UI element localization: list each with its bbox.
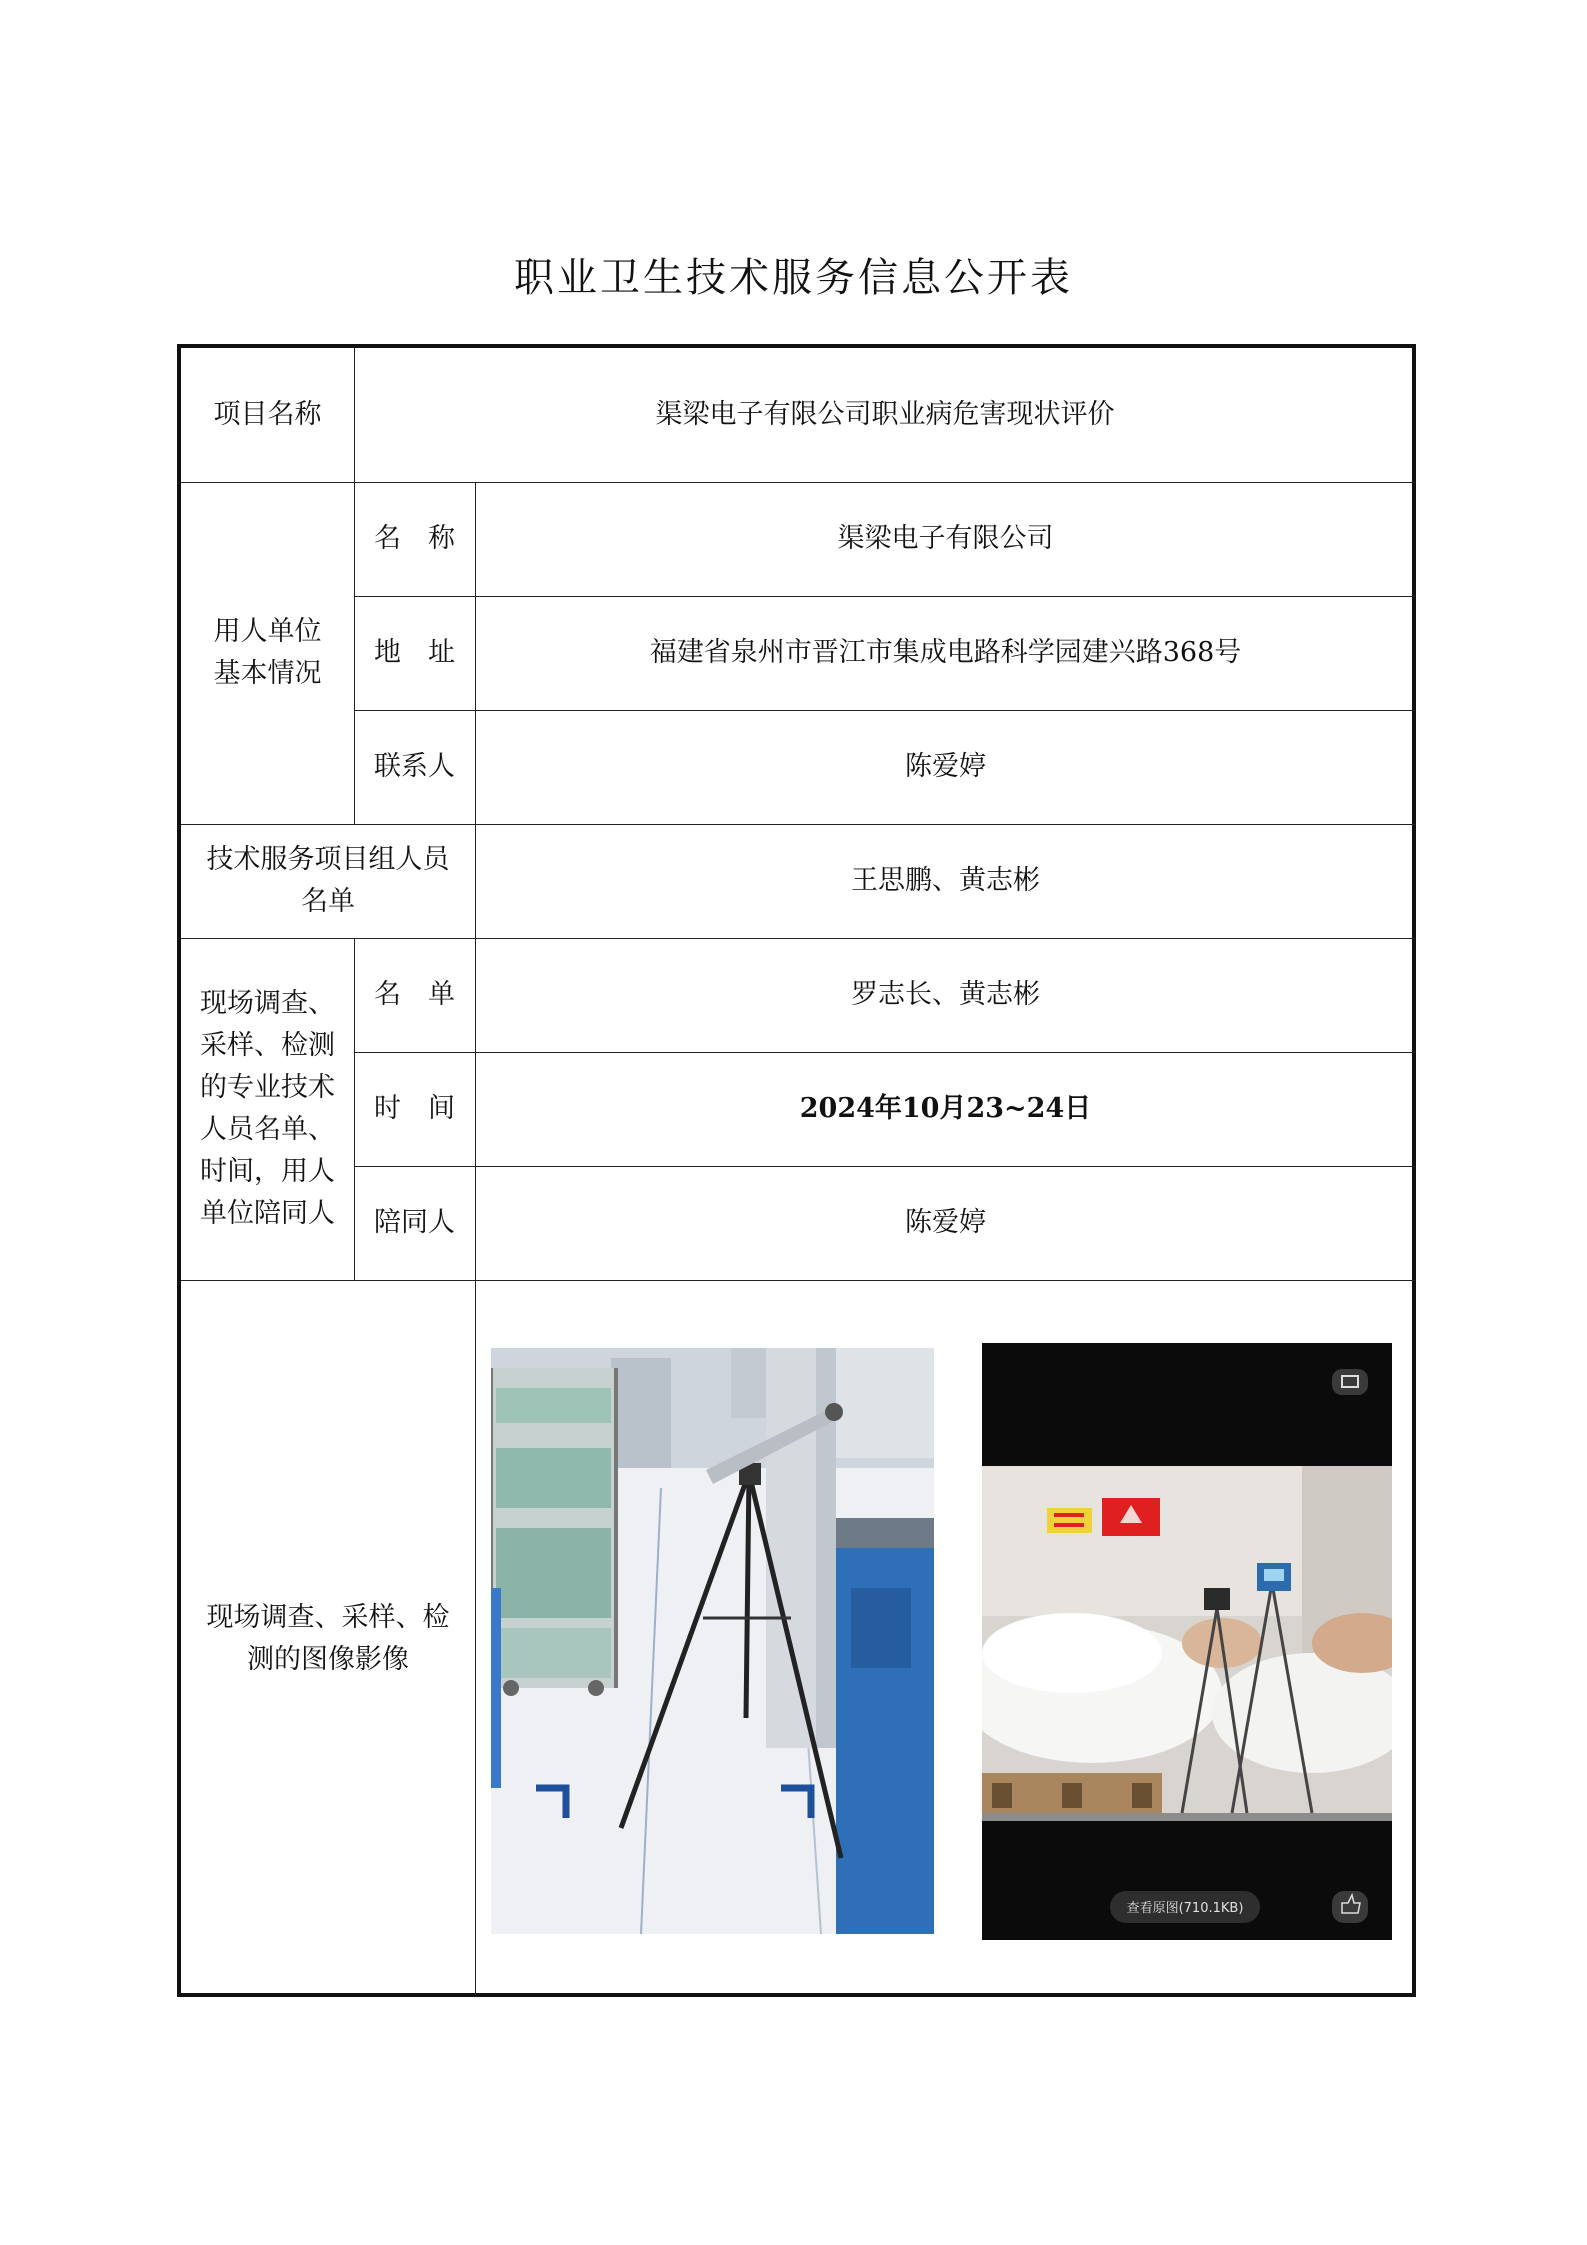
survey-escort-label: 陪同人: [374, 1207, 455, 1238]
project-name-value: 渠梁电子有限公司职业病危害现状评价: [655, 399, 1115, 430]
employer-label-line1: 用人单位: [213, 616, 322, 647]
team-label: [181, 824, 475, 938]
employer-address-value: 福建省泉州市晋江市集成电路科学园建兴路368号: [649, 637, 1242, 668]
images-label: [181, 1280, 475, 1997]
survey-time-value: 2024年10月23~24日: [799, 1093, 1092, 1124]
survey-escort-value: 陈爱婷: [905, 1207, 986, 1238]
site-photo-tripod: [491, 1348, 934, 1934]
site-photo-phone: [982, 1343, 1392, 1940]
employer-name-value: 渠梁电子有限公司: [837, 523, 1054, 554]
employer-address-label: 地 址: [374, 637, 455, 668]
survey-list-value: 罗志长、黄志彬: [851, 979, 1040, 1010]
survey-label-line: 的专业技术: [200, 1072, 335, 1103]
survey-label-line: 单位陪同人: [200, 1198, 335, 1229]
site-photo-tripod-image: [491, 1348, 934, 1934]
images-label-line2: 测的图像影像: [247, 1643, 409, 1675]
survey-label-line: 采样、检测: [200, 1030, 335, 1061]
survey-label-line: 人员名单、: [200, 1114, 335, 1145]
team-label-line2: 名单: [301, 886, 355, 917]
project-name-label: 项目名称: [213, 399, 322, 430]
view-original-button[interactable]: 查看原图(710.1KB): [1126, 1901, 1244, 1916]
employer-contact-label: 联系人: [374, 751, 455, 782]
page-title: 职业卫生技术服务信息公开表: [514, 255, 1073, 301]
survey-label-line: 时间，用人: [200, 1156, 335, 1187]
employer-name-label: 名 称: [374, 523, 455, 554]
survey-time-label: 时 间: [374, 1093, 455, 1124]
employer-label: [181, 482, 354, 824]
team-value: 王思鹏、黄志彬: [851, 865, 1040, 896]
survey-list-label: 名 单: [374, 979, 455, 1010]
employer-label-line2: 基本情况: [213, 658, 322, 689]
survey-label-line: 现场调查、: [200, 988, 335, 1019]
team-label-line1: 技术服务项目组人员: [206, 844, 450, 875]
survey-label: [181, 938, 354, 1280]
employer-contact-value: 陈爱婷: [905, 751, 986, 782]
info-table: [177, 344, 1416, 1997]
images-label-line1: 现场调查、采样、检: [206, 1601, 450, 1633]
site-photo-phone-image: [982, 1343, 1392, 1940]
